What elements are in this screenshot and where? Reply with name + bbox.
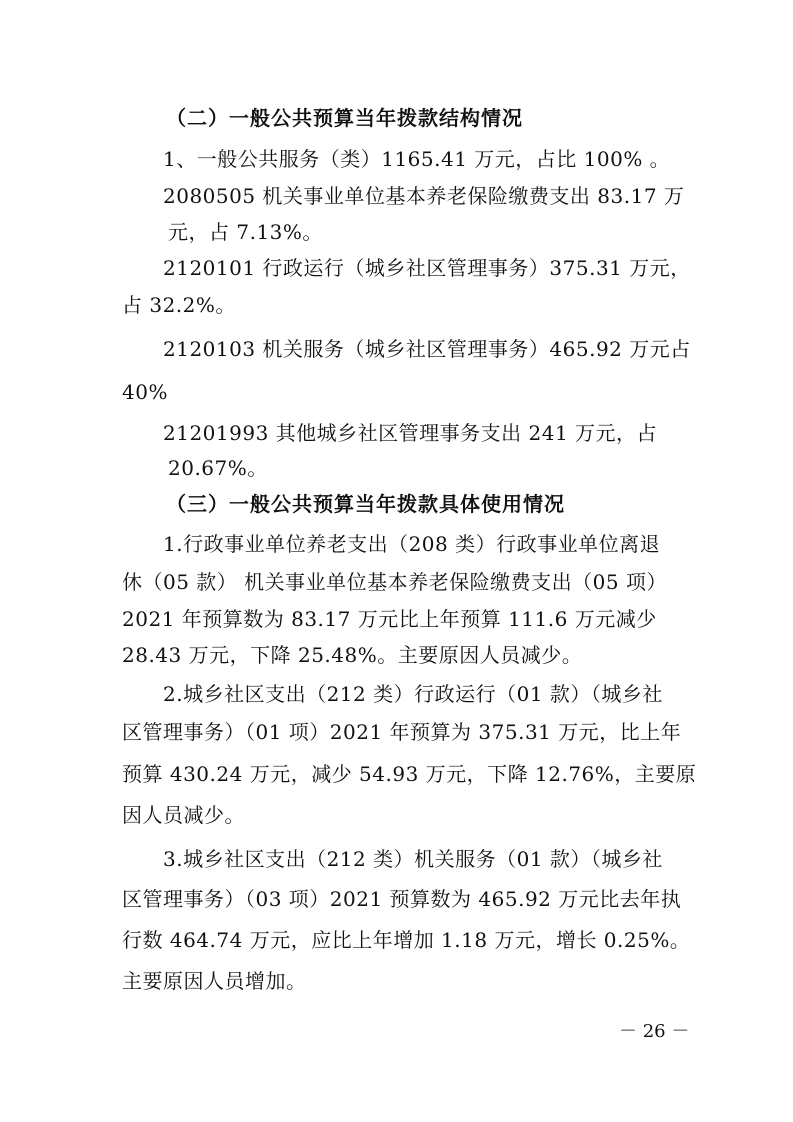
section3-heading: （三）一般公共预算当年拨款具体使用情况 <box>166 492 565 516</box>
paragraph-line: 区管理事务）（01 项）2021 年预算为 375.31 万元，比上年 <box>122 720 682 744</box>
section2-heading: （二）一般公共预算当年拨款结构情况 <box>166 106 523 130</box>
paragraph-line: 2120101 行政运行（城乡社区管理事务）375.31 万元， <box>163 256 691 280</box>
paragraph-line: 占 32.2%。 <box>122 293 236 317</box>
paragraph-line: 2.城乡社区支出（212 类）行政运行（01 款）（城乡社 <box>163 682 663 706</box>
paragraph-line: 3.城乡社区支出（212 类）机关服务（01 款）（城乡社 <box>163 847 663 871</box>
paragraph-line: 元，占 7.13%。 <box>168 220 323 244</box>
paragraph-line: 21201993 其他城乡社区管理事务支出 241 万元，占 <box>163 421 658 445</box>
paragraph-line: 20.67%。 <box>168 456 268 480</box>
paragraph-line: 区管理事务）（03 项）2021 预算数为 465.92 万元比去年执 <box>122 887 682 911</box>
paragraph-line: 主要原因人员增加。 <box>122 969 307 993</box>
page-number: － 26 － <box>619 1021 690 1042</box>
paragraph-line: 40% <box>122 380 168 404</box>
paragraph-line: 1、一般公共服务（类）1165.41 万元，占比 100% 。 <box>163 147 671 171</box>
paragraph-line: 28.43 万元，下降 25.48%。主要原因人员减少。 <box>122 643 583 667</box>
paragraph-line: 行数 464.74 万元，应比上年增加 1.18 万元，增长 0.25%。 <box>122 928 691 952</box>
paragraph-line: 预算 430.24 万元，减少 54.93 万元，下降 12.76%，主要原 <box>122 762 697 786</box>
paragraph-line: 1.行政事业单位养老支出（208 类）行政事业单位离退 <box>163 532 661 556</box>
paragraph-line: 2021 年预算数为 83.17 万元比上年预算 111.6 万元减少 <box>122 607 657 631</box>
paragraph-line: 2080505 机关事业单位基本养老保险缴费支出 83.17 万 <box>163 184 685 208</box>
paragraph-line: 因人员减少。 <box>122 803 245 827</box>
paragraph-line: 休（05 款） 机关事业单位基本养老保险缴费支出（05 项） <box>122 570 667 594</box>
paragraph-line: 2120103 机关服务（城乡社区管理事务）465.92 万元占 <box>163 337 691 361</box>
